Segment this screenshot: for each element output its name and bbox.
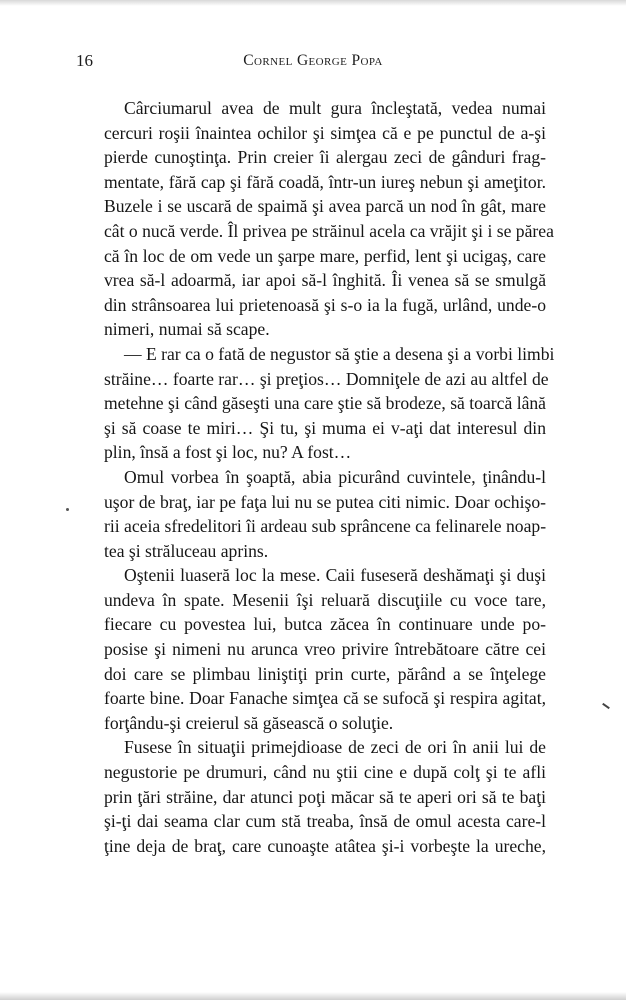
text-line: rii aceia sfredelitori îi ardeau sub sprâncene ca felinarele noap-	[104, 516, 547, 537]
text-line: că în loc de om vede un şarpe mare, perfid, lent şi ucigaş, care	[104, 245, 546, 266]
scan-top-edge	[0, 0, 626, 6]
text-line: şi să coase te miri… Şi tu, şi muma ei v-aţi dat interesul din	[104, 417, 546, 438]
text-line: prin ţări străine, dar atunci poţi măcar să te aperi ori să te baţi	[104, 786, 546, 807]
text-line: Fusese în situaţii primejdioase de zeci de ori în anii lui de	[124, 737, 546, 758]
text-line: nimeri, numai să scape.	[104, 319, 270, 340]
text-line: undeva în spate. Mesenii îşi reluară discuţiile cu voce tare,	[104, 589, 546, 610]
text-line: Oştenii luaseră loc la mese. Caii fuseseră deshămaţi şi duşi	[124, 565, 546, 586]
paragraph	[104, 735, 546, 858]
paragraph-dialogue	[104, 342, 555, 465]
text-line: cercuri roşii înaintea ochilor şi simţea că e pe punctul de a-şi	[104, 122, 546, 143]
scan-bottom-edge	[0, 992, 626, 1000]
text-line: şi-ţi dai seama clar cum stă treaba, însă de omul acesta care-l	[104, 811, 546, 832]
text-line: cât o nucă verde. Îl privea pe străinul acela ca vrăjit şi i se părea	[104, 220, 554, 241]
page-number: 16	[76, 51, 93, 70]
text-line: Cârciumarul avea de mult gura încleştată, vedea numai	[124, 98, 546, 118]
text-line: plin, însă a fost şi loc, nu? A fost…	[104, 442, 352, 463]
running-head-author: Cornel George Popa	[243, 52, 383, 69]
paragraph	[104, 465, 546, 563]
body-text	[104, 96, 555, 858]
text-line: din strânsoarea lui prietenoasă şi s-o ia la fugă, urlând, unde-o	[104, 294, 546, 315]
text-line: foarte bine. Doar Fanache simţea că se sufocă şi respira agitat,	[104, 688, 546, 709]
scan-speck	[66, 508, 69, 511]
text-line: metehne şi când găseşti una care ştie să brodeze, să toarcă lână	[104, 393, 546, 414]
text-line: posise şi nimeni nu arunca vreo privire întrebătoare către cei	[104, 639, 546, 660]
text-line: străine… foarte rar… şi preţios… Domniţele de azi au altfel de	[104, 368, 549, 389]
text-line: pierde cunoştinţa. Prin creier îi alergau zeci de gânduri frag-	[104, 147, 546, 168]
text-line: fiecare cu povestea lui, butca zăcea în continuare unde po-	[104, 614, 546, 635]
text-line: doi care se plimbau liniştiţi prin curte, părând a se înţelege	[104, 663, 546, 684]
text-line: Omul vorbea în şoaptă, abia picurând cuvintele, ţinându-l	[124, 466, 546, 487]
paragraph	[104, 96, 554, 342]
text-line: mentate, fără cap şi fără coadă, într-un iureş nebun şi ameţitor.	[104, 171, 546, 192]
paragraph	[104, 563, 546, 735]
text-line: tea şi străluceau aprins.	[104, 540, 269, 561]
text-line: — E rar ca o fată de negustor să ştie a desena şi a vorbi limbi	[124, 343, 555, 364]
page-header	[0, 50, 626, 72]
scan-speck	[602, 703, 610, 709]
text-line: uşor de braţ, iar pe faţa lui nu se putea citi nimic. Doar ochişo-	[104, 491, 546, 512]
text-line: negustorie pe drumuri, când nu ştii cine e după colţ şi te afli	[104, 762, 546, 783]
text-line: forţându-şi creierul să găsească o soluţie.	[104, 712, 394, 733]
text-line: ţine deja de braţ, care cunoaşte atâtea şi-i vorbeşte la ureche,	[104, 835, 546, 856]
text-line: vrea să-l adoarmă, iar apoi să-l înghită. Îi venea să se smulgă	[104, 270, 546, 291]
text-line: Buzele i se uscară de spaimă şi avea parcă un nod în gât, mare	[104, 196, 546, 217]
